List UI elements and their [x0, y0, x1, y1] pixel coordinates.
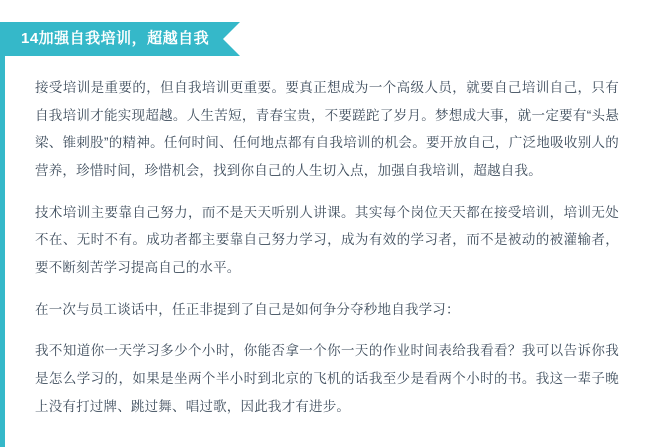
heading-text: 14加强自我培训，超越自我: [21, 30, 210, 47]
heading-ribbon-wrap: [5, 22, 645, 56]
section-heading: [5, 22, 223, 56]
paragraph-4: 我不知道你一天学习多少个小时，你能否拿一个你一天的作业时间表给我看看？我可以告诉你我是怎么学习的，如果是坐两个半小时到北京的飞机的话我至少是看两个小时的书。我这一辈子晚上没有打过牌、跳过舞、唱过歌，因此我才有进步。: [35, 343, 619, 414]
ribbon-tail-shape: [223, 22, 240, 56]
paragraph-1: 接受培训是重要的，但自我培训更重要。要真正想成为一个高级人员，就要自己培训自己，只有自我培训才能实现超越。人生苦短，青春宝贵，不要蹉跎了岁月。梦想成大事，就一定要有“头悬梁、锥刺股”的精神。任何时间、任何地点都有自我培训的机会。要开放自己，广泛地吸收别人的营养，珍惜时间，珍惜机会，找到你自己的人生切入点，加强自我培训，超越自我。: [35, 80, 619, 179]
document-body: [5, 56, 645, 420]
document-page: [0, 22, 645, 447]
paragraph-3: 在一次与员工谈话中，任正非提到了自己是如何争分夺秒地自我学习：: [35, 301, 460, 317]
paragraph-2: 技术培训主要靠自己努力，而不是天天听别人讲课。其实每个岗位天天都在接受培训，培训无处不在、无时不有。成功者都主要靠自己努力学习，成为有效的学习者，而不是被动的被灌输者，要不断刻苦学习提高自己的水平。: [35, 204, 619, 276]
